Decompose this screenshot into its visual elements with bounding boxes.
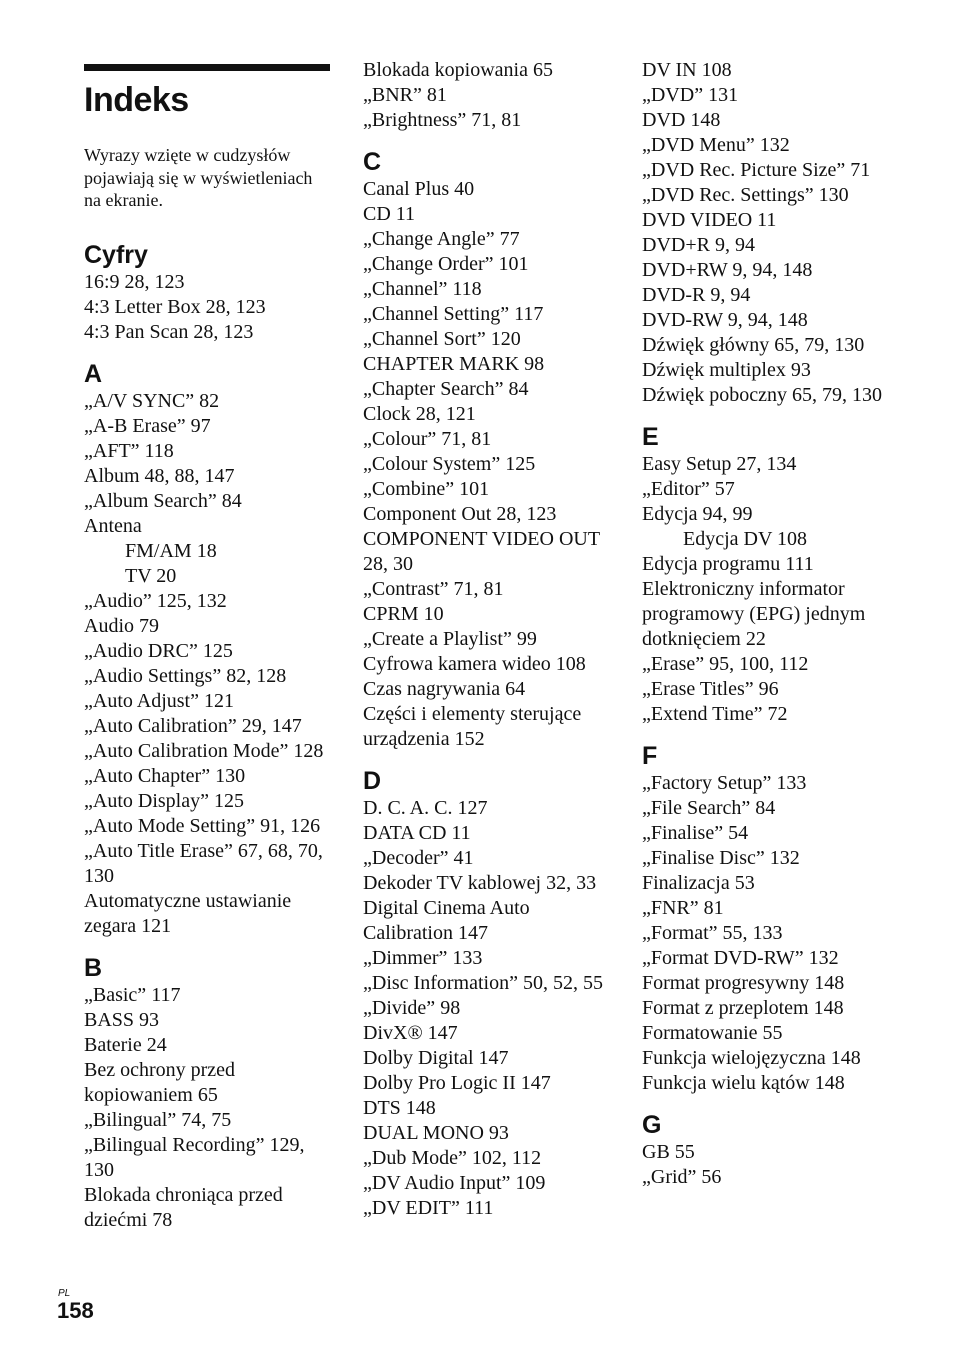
index-entry: D. C. A. C. 127 bbox=[363, 797, 488, 819]
index-entry: Digital Cinema Auto Calibration 147 bbox=[363, 897, 530, 944]
index-section bbox=[363, 58, 613, 133]
index-entry: „Bilingual Recording” 129, 130 bbox=[84, 1133, 305, 1181]
index-entry: „Format” 55, 133 bbox=[642, 922, 783, 944]
column-1-sections bbox=[84, 240, 332, 1233]
index-entry: Blokada kopiowania 65 bbox=[363, 59, 553, 81]
index-entry: Dźwięk poboczny 65, 79, 130 bbox=[642, 384, 882, 406]
index-entry: „Album Search” 84 bbox=[84, 489, 242, 512]
index-entry: „Grid” 56 bbox=[642, 1166, 722, 1188]
index-entry: BASS 93 bbox=[84, 1008, 160, 1031]
index-entry: „Auto Calibration Mode” 128 bbox=[84, 739, 324, 762]
index-subentry: FM/AM 18 bbox=[125, 539, 217, 562]
section-heading: C bbox=[363, 148, 382, 176]
index-entry: „DV Audio Input” 109 bbox=[363, 1172, 546, 1194]
index-entry: DV IN 108 bbox=[642, 59, 732, 81]
index-entry: DVD-RW 9, 94, 148 bbox=[642, 309, 808, 331]
index-entry: „DVD” 131 bbox=[642, 84, 739, 106]
index-column-2 bbox=[363, 58, 613, 1221]
index-entry: Baterie 24 bbox=[84, 1033, 167, 1056]
index-entry: „DV EDIT” 111 bbox=[363, 1197, 494, 1219]
section-heading: D bbox=[363, 767, 382, 795]
index-section bbox=[84, 359, 332, 939]
index-entry: GB 55 bbox=[642, 1141, 695, 1163]
index-entry: „File Search” 84 bbox=[642, 797, 776, 819]
index-entry: Audio 79 bbox=[84, 614, 159, 637]
index-entry: Funkcja wielojęzyczna 148 bbox=[642, 1047, 861, 1069]
index-section bbox=[642, 58, 892, 408]
index-entry: „Auto Mode Setting” 91, 126 bbox=[84, 814, 321, 837]
index-entry: Component Out 28, 123 bbox=[363, 503, 557, 525]
index-entry: DivX® 147 bbox=[363, 1022, 458, 1044]
index-entry: Części i elementy sterujące urządzenia 152 bbox=[363, 703, 582, 750]
index-entry: „Channel Setting” 117 bbox=[363, 303, 544, 325]
index-section bbox=[642, 1110, 892, 1190]
index-entry: Easy Setup 27, 134 bbox=[642, 453, 797, 475]
folio-language: PL bbox=[58, 1288, 71, 1299]
index-entry: 16:9 28, 123 bbox=[84, 270, 185, 293]
column-2-sections bbox=[363, 58, 613, 1221]
index-entry: „Decoder” 41 bbox=[363, 847, 474, 869]
index-column-1 bbox=[84, 58, 332, 1233]
index-entry: „Combine” 101 bbox=[363, 478, 490, 500]
index-entry: „DVD Rec. Picture Size” 71 bbox=[642, 159, 871, 181]
index-entry: DVD-R 9, 94 bbox=[642, 284, 751, 306]
index-entry: „Auto Chapter” 130 bbox=[84, 764, 246, 787]
index-entry: Antena bbox=[84, 514, 142, 537]
column-3-sections bbox=[642, 58, 892, 1190]
index-entry: „Audio” 125, 132 bbox=[84, 589, 227, 612]
index-section bbox=[84, 240, 332, 345]
index-entry: „Extend Time” 72 bbox=[642, 703, 788, 725]
index-entry: Dekoder TV kablowej 32, 33 bbox=[363, 872, 597, 894]
index-entry: Dźwięk multiplex 93 bbox=[642, 359, 811, 381]
index-entry: „Dimmer” 133 bbox=[363, 947, 483, 969]
index-entry: „Dub Mode” 102, 112 bbox=[363, 1147, 542, 1169]
index-entry: „Chapter Search” 84 bbox=[363, 378, 529, 400]
index-entry: Dolby Digital 147 bbox=[363, 1047, 509, 1069]
section-heading: G bbox=[642, 1111, 662, 1139]
index-section bbox=[642, 741, 892, 1096]
index-entry: Funkcja wielu kątów 148 bbox=[642, 1072, 845, 1094]
index-section bbox=[84, 953, 332, 1233]
index-entry: „Basic” 117 bbox=[84, 983, 181, 1006]
index-entry: Edycja programu 111 bbox=[642, 553, 814, 575]
index-entry: Blokada chroniąca przed dziećmi 78 bbox=[84, 1183, 283, 1231]
index-entry: „AFT” 118 bbox=[84, 439, 174, 462]
index-section bbox=[363, 766, 613, 1221]
section-heading: B bbox=[84, 953, 103, 982]
index-entry: Automatyczne ustawianie zegara 121 bbox=[84, 889, 292, 937]
index-entry: Dolby Pro Logic II 147 bbox=[363, 1072, 551, 1094]
index-entry: DVD+R 9, 94 bbox=[642, 234, 755, 256]
index-entry: „Disc Information” 50, 52, 55 bbox=[363, 972, 603, 994]
page-title: Indeks bbox=[84, 81, 189, 119]
title-rule bbox=[84, 64, 330, 71]
index-entry: „Erase Titles” 96 bbox=[642, 678, 779, 700]
index-entry: Dźwięk główny 65, 79, 130 bbox=[642, 334, 865, 356]
index-entry: „FNR” 81 bbox=[642, 897, 724, 919]
index-entry: Album 48, 88, 147 bbox=[84, 464, 235, 487]
section-heading: A bbox=[84, 359, 103, 388]
index-entry: Formatowanie 55 bbox=[642, 1022, 783, 1044]
index-entry: „Brightness” 71, 81 bbox=[363, 109, 522, 131]
index-entry: DVD 148 bbox=[642, 109, 721, 131]
index-entry: Elektroniczny informator programowy (EPG) jednym dotknięciem 22 bbox=[642, 578, 866, 650]
index-entry: CHAPTER MARK 98 bbox=[363, 353, 545, 375]
index-entry: DATA CD 11 bbox=[363, 822, 471, 844]
index-entry: „Channel” 118 bbox=[363, 278, 482, 300]
index-entry: Czas nagrywania 64 bbox=[363, 678, 526, 700]
section-heading: E bbox=[642, 423, 659, 451]
index-entry: „DVD Menu” 132 bbox=[642, 134, 790, 156]
index-entry: 4:3 Pan Scan 28, 123 bbox=[84, 320, 254, 343]
intro-note: Wyrazy wzięte w cudzysłów pojawiają się w wyświetleniach na ekranie. bbox=[84, 145, 313, 210]
index-section bbox=[642, 422, 892, 727]
index-entry: „Divide” 98 bbox=[363, 997, 461, 1019]
index-entry: Canal Plus 40 bbox=[363, 178, 475, 200]
index-entry: COMPONENT VIDEO OUT 28, 30 bbox=[363, 528, 600, 575]
index-entry: „Audio DRC” 125 bbox=[84, 639, 233, 662]
index-entry: „Colour System” 125 bbox=[363, 453, 536, 475]
index-entry: „Contrast” 71, 81 bbox=[363, 578, 504, 600]
index-entry: „Bilingual” 74, 75 bbox=[84, 1108, 232, 1131]
index-entry: 4:3 Letter Box 28, 123 bbox=[84, 295, 266, 318]
index-entry: „Erase” 95, 100, 112 bbox=[642, 653, 809, 675]
index-entry: Cyfrowa kamera wideo 108 bbox=[363, 653, 586, 675]
index-entry: DTS 148 bbox=[363, 1097, 436, 1119]
index-entry: „Audio Settings” 82, 128 bbox=[84, 664, 287, 687]
index-entry: „Colour” 71, 81 bbox=[363, 428, 492, 450]
index-entry: „Finalise Disc” 132 bbox=[642, 847, 800, 869]
index-entry: „Editor” 57 bbox=[642, 478, 735, 500]
index-column-3 bbox=[642, 58, 892, 1190]
index-entry: „Auto Title Erase” 67, 68, 70, 130 bbox=[84, 839, 323, 887]
index-entry: „A/V SYNC” 82 bbox=[84, 389, 220, 412]
index-entry: „Channel Sort” 120 bbox=[363, 328, 521, 350]
index-entry: „Change Order” 101 bbox=[363, 253, 529, 275]
index-entry: „Factory Setup” 133 bbox=[642, 772, 807, 794]
index-entry: CPRM 10 bbox=[363, 603, 444, 625]
index-entry: DUAL MONO 93 bbox=[363, 1122, 509, 1144]
index-entry: „Auto Display” 125 bbox=[84, 789, 244, 812]
index-entry: Format progresywny 148 bbox=[642, 972, 845, 994]
index-entry: DVD+RW 9, 94, 148 bbox=[642, 259, 813, 281]
index-entry: „BNR” 81 bbox=[363, 84, 447, 106]
index-entry: „Finalise” 54 bbox=[642, 822, 749, 844]
index-subentry: TV 20 bbox=[125, 564, 177, 587]
index-entry: Finalizacja 53 bbox=[642, 872, 755, 894]
index-entry: „Change Angle” 77 bbox=[363, 228, 520, 250]
index-entry: „Format DVD-RW” 132 bbox=[642, 947, 839, 969]
index-entry: CD 11 bbox=[363, 203, 416, 225]
index-entry: Bez ochrony przed kopiowaniem 65 bbox=[84, 1058, 236, 1106]
page-number: 158 bbox=[57, 1298, 94, 1323]
index-entry: „DVD Rec. Settings” 130 bbox=[642, 184, 849, 206]
section-heading: Cyfry bbox=[84, 240, 148, 269]
index-entry: DVD VIDEO 11 bbox=[642, 209, 777, 231]
index-entry: „Create a Playlist” 99 bbox=[363, 628, 537, 650]
section-heading: F bbox=[642, 742, 658, 770]
index-entry: „Auto Calibration” 29, 147 bbox=[84, 714, 302, 737]
index-entry: Format z przeplotem 148 bbox=[642, 997, 844, 1019]
index-entry: „Auto Adjust” 121 bbox=[84, 689, 234, 712]
index-subentry: Edycja DV 108 bbox=[683, 528, 808, 550]
index-section bbox=[363, 147, 613, 752]
index-entry: Edycja 94, 99 bbox=[642, 503, 753, 525]
index-entry: „A-B Erase” 97 bbox=[84, 414, 211, 437]
index-entry: Clock 28, 121 bbox=[363, 403, 476, 425]
